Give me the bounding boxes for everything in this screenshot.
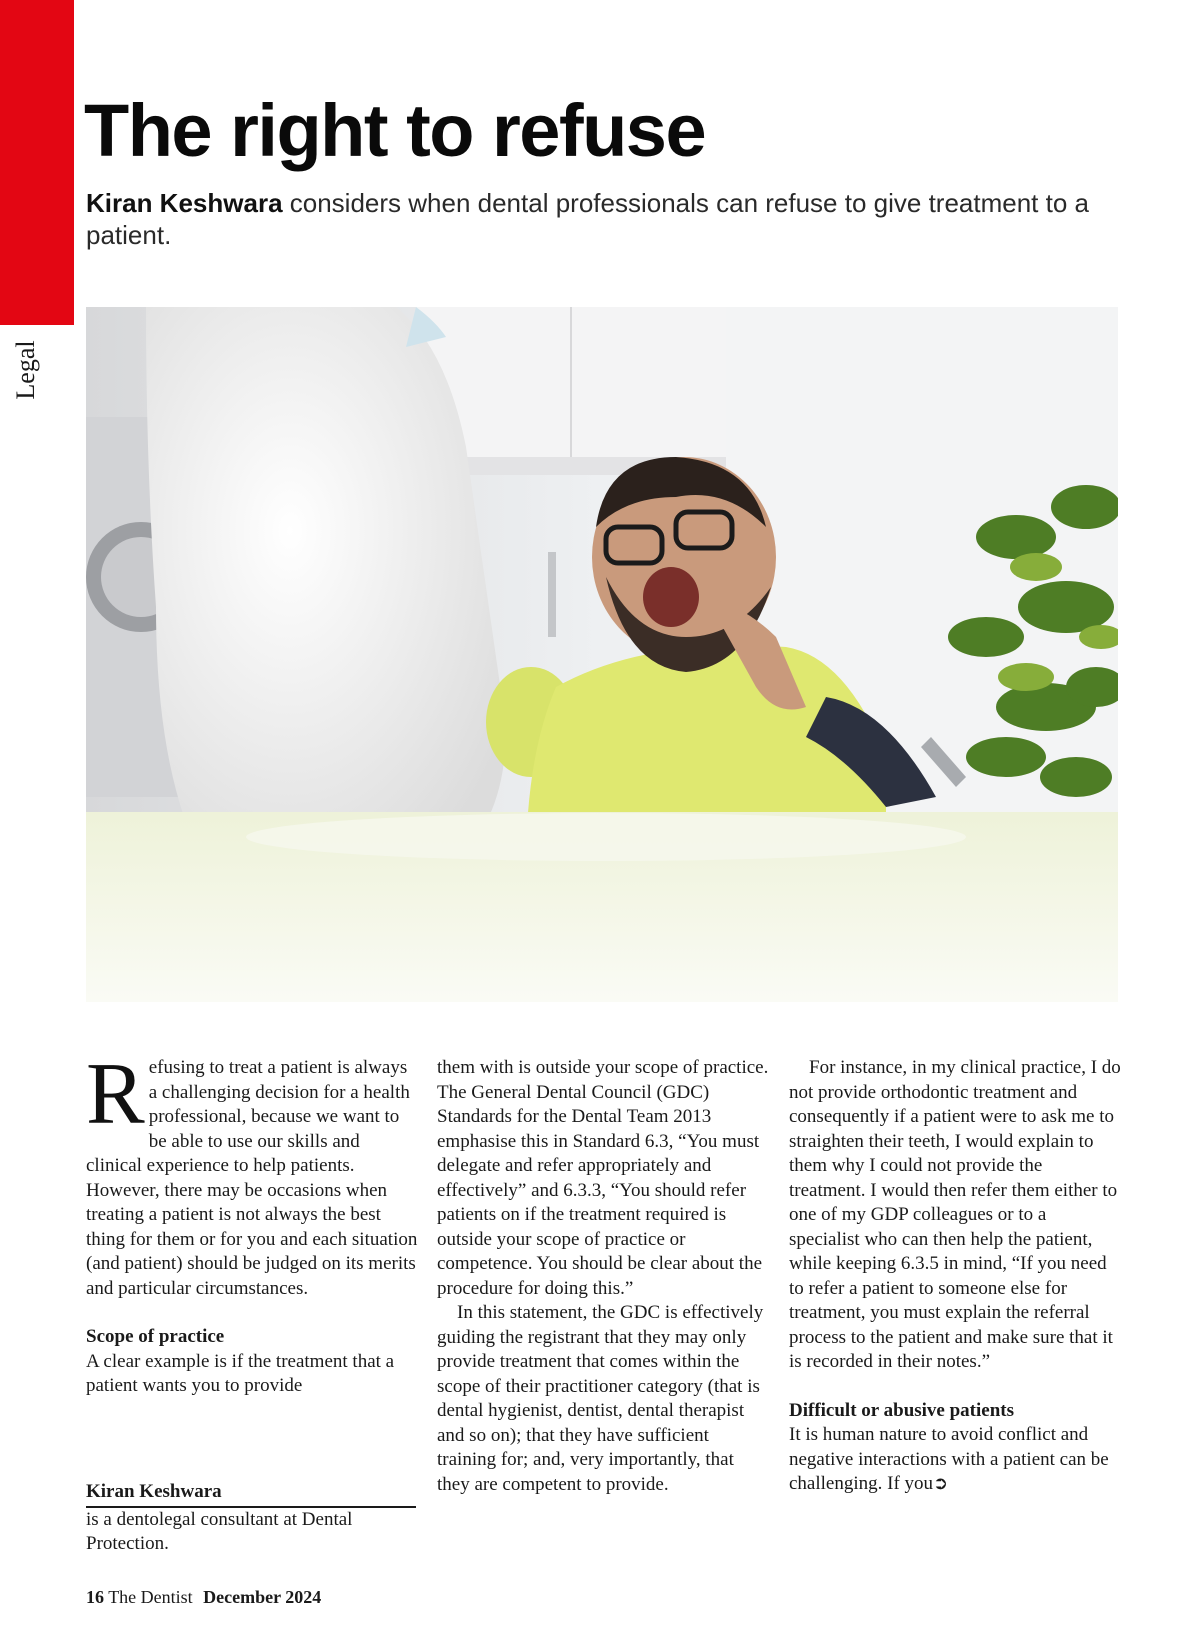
article-column-2 <box>437 1056 769 1497</box>
paragraph-text: In this statement, the GDC is effectively guiding the registrant that they may only provide treatment that comes within the scope of their practitioner category (that is dental hygienist, dentist, dental therapist and so on); that they have sufficient training for; and, very importantly, that they are competent to provide. <box>437 1302 764 1495</box>
publication-name: The Dentist <box>108 1587 193 1607</box>
section-color-bar <box>0 0 74 325</box>
bio-text: is a dentolegal consultant at Dental Protection. <box>86 1508 353 1554</box>
page-number: 16 <box>86 1587 104 1607</box>
article-column-1 <box>86 1046 418 1399</box>
paragraph-text: them with is outside your scope of practice. The General Dental Council (GDC) Standards for the Dental Team 2013 emphasise this in Standard 6.3, “You must delegate and refer appropriately and effectively” and 6.3.3, “You should refer patients on if the treatment required is outside your scope of practice or competence. You should be clear about the procedure for doing this.” <box>437 1057 769 1299</box>
standfirst <box>86 187 1116 251</box>
bio-name: Kiran Keshwara <box>86 1480 416 1508</box>
issue-date: December 2024 <box>203 1587 322 1607</box>
author-bio <box>86 1480 416 1557</box>
paragraph-text: efusing to treat a patient is always a challenging decision for a health professional, because we want to be able to use our skills and clinical experience to help patients. However, there may be occasions when treating a patient is not always the best thing for them or for you and each situation (and patient) should be judged on its merits and particular circumstances. <box>86 1057 418 1299</box>
subhead-difficult-patients: Difficult or abusive patients <box>789 1399 1015 1421</box>
standfirst-author: Kiran Keshwara <box>86 188 283 218</box>
article-title: The right to refuse <box>84 89 706 172</box>
section-label: Legal <box>11 340 40 400</box>
paragraph-text: A clear example is if the treatment that a patient wants you to provide <box>86 1350 395 1396</box>
article-photo <box>86 307 1118 1002</box>
page-footer <box>86 1587 321 1608</box>
dropcap: R <box>86 1046 145 1143</box>
subhead-scope-of-practice: Scope of practice <box>86 1326 225 1347</box>
paragraph-text <box>789 1423 1121 1497</box>
standfirst-text: considers when dental professionals can refuse to give treatment to a patient. <box>86 188 1089 250</box>
article-column-3 <box>789 1056 1121 1497</box>
continue-arrow-icon: ➲ <box>933 1473 949 1494</box>
paragraph-text: It is human nature to avoid conflict and negative interactions with a patient can be challenging. If you <box>789 1424 1109 1494</box>
paragraph-text: For instance, in my clinical practice, I do not provide orthodontic treatment and consequently if a patient were to ask me to straighten their teeth, I would explain to them why I could not provide the treatment. I would then refer them either to one of my GDP colleagues or to a specialist who can then help the patient, while keeping 6.3.5 in mind, “If you need to refer a patient to someone else for treatment, you must explain the referral process to the patient and make sure that it is recorded in their notes.” <box>789 1057 1121 1372</box>
opening-paragraph <box>86 1046 418 1301</box>
